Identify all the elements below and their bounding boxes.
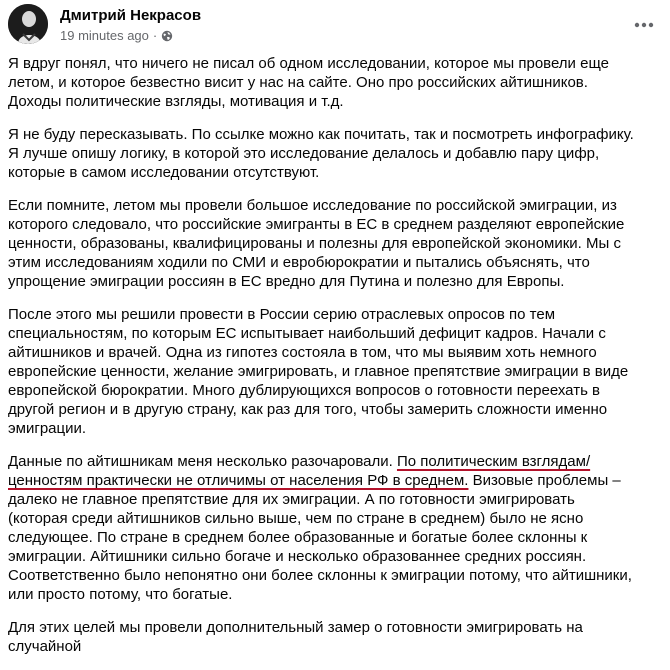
post-paragraph-4: После этого мы решили провести в России серию отраслевых опросов по тем специальностям, по которым ЕС испытывает наибольший дефицит кадров. Начали с айтишников и врачей. Одна из гипотез состояла в том, что мы выявим хоть немного европейские ценности, желание эмигрировать, и главное препятствие эмиграции в виде европейской бюрократии. Много дублирующихся вопросов о готовности переехать в другой регион и в другую страну, как раз для того, чтобы замерить сложности именно эмиграции.: [8, 306, 629, 437]
author-name[interactable]: Дмитрий Некрасов: [60, 7, 202, 24]
meta-separator: ·: [152, 28, 158, 43]
p5-text-before: Данные по айтишникам меня несколько разочаровали.: [8, 453, 397, 470]
avatar[interactable]: [8, 4, 48, 44]
post-paragraph-1: Я вдруг понял, что ничего не писал об одном исследовании, которое мы провели еще летом, и которое безвестно висит у нас на сайте. Оно про российских айтишников. Доходы политические взгляды, мотивация и т.д.: [8, 55, 609, 110]
post-paragraph-6: Для этих целей мы провели дополнительный замер о готовности эмигрировать на случайной: [8, 619, 583, 655]
post-timestamp[interactable]: 19 minutes ago: [60, 28, 149, 43]
post-paragraph-2: Я не буду пересказывать. По ссылке можно как почитать, так и посмотреть инфографику. Я лучше опишу логику, в которой это исследование делалось и добавлю пару цифр, которые в самом исследовании отсутствуют.: [8, 126, 634, 181]
post-header: [8, 4, 662, 48]
more-options-button[interactable]: [626, 10, 662, 38]
p5-text-after: Визовые проблемы – далеко не главное препятствие для их эмиграции. А по готовности эмигрировать (которая среди айтишников сильно выше, чем по стране в среднем) было не ясно следующее. По стране в среднем более образованные и богатые более склонны к эмиграции. Айтишники сильно богаче и несколько образованнее средних россиян. Соответственно было непонятно они более склонны к эмиграции потому, что айтишники, или просто потому, что богатые.: [8, 472, 632, 603]
post-paragraph-3: Если помните, летом мы провели большое исследование по российской эмиграции, из которого следовало, что российские эмигранты в ЕС в среднем разделяют европейские ценности, образованы, квалифицированы и полезны для европейской экономики. Мы с этим исследованиям ходили по СМИ и евробюрократии и пытались объяснять, что упрощение эмиграции россиян в ЕС вредно для Путина и полезно для Европы.: [8, 197, 625, 290]
post-paragraph-5: [8, 452, 636, 604]
post-body: [8, 54, 636, 670]
avatar-photo: [8, 4, 48, 44]
highlighted-text: По политическим взглядам/ценностям практически не отличимы от населения РФ в среднем.: [8, 453, 591, 489]
more-options-icon: [634, 15, 654, 33]
post-meta: [60, 28, 173, 43]
globe-icon[interactable]: [161, 30, 173, 42]
